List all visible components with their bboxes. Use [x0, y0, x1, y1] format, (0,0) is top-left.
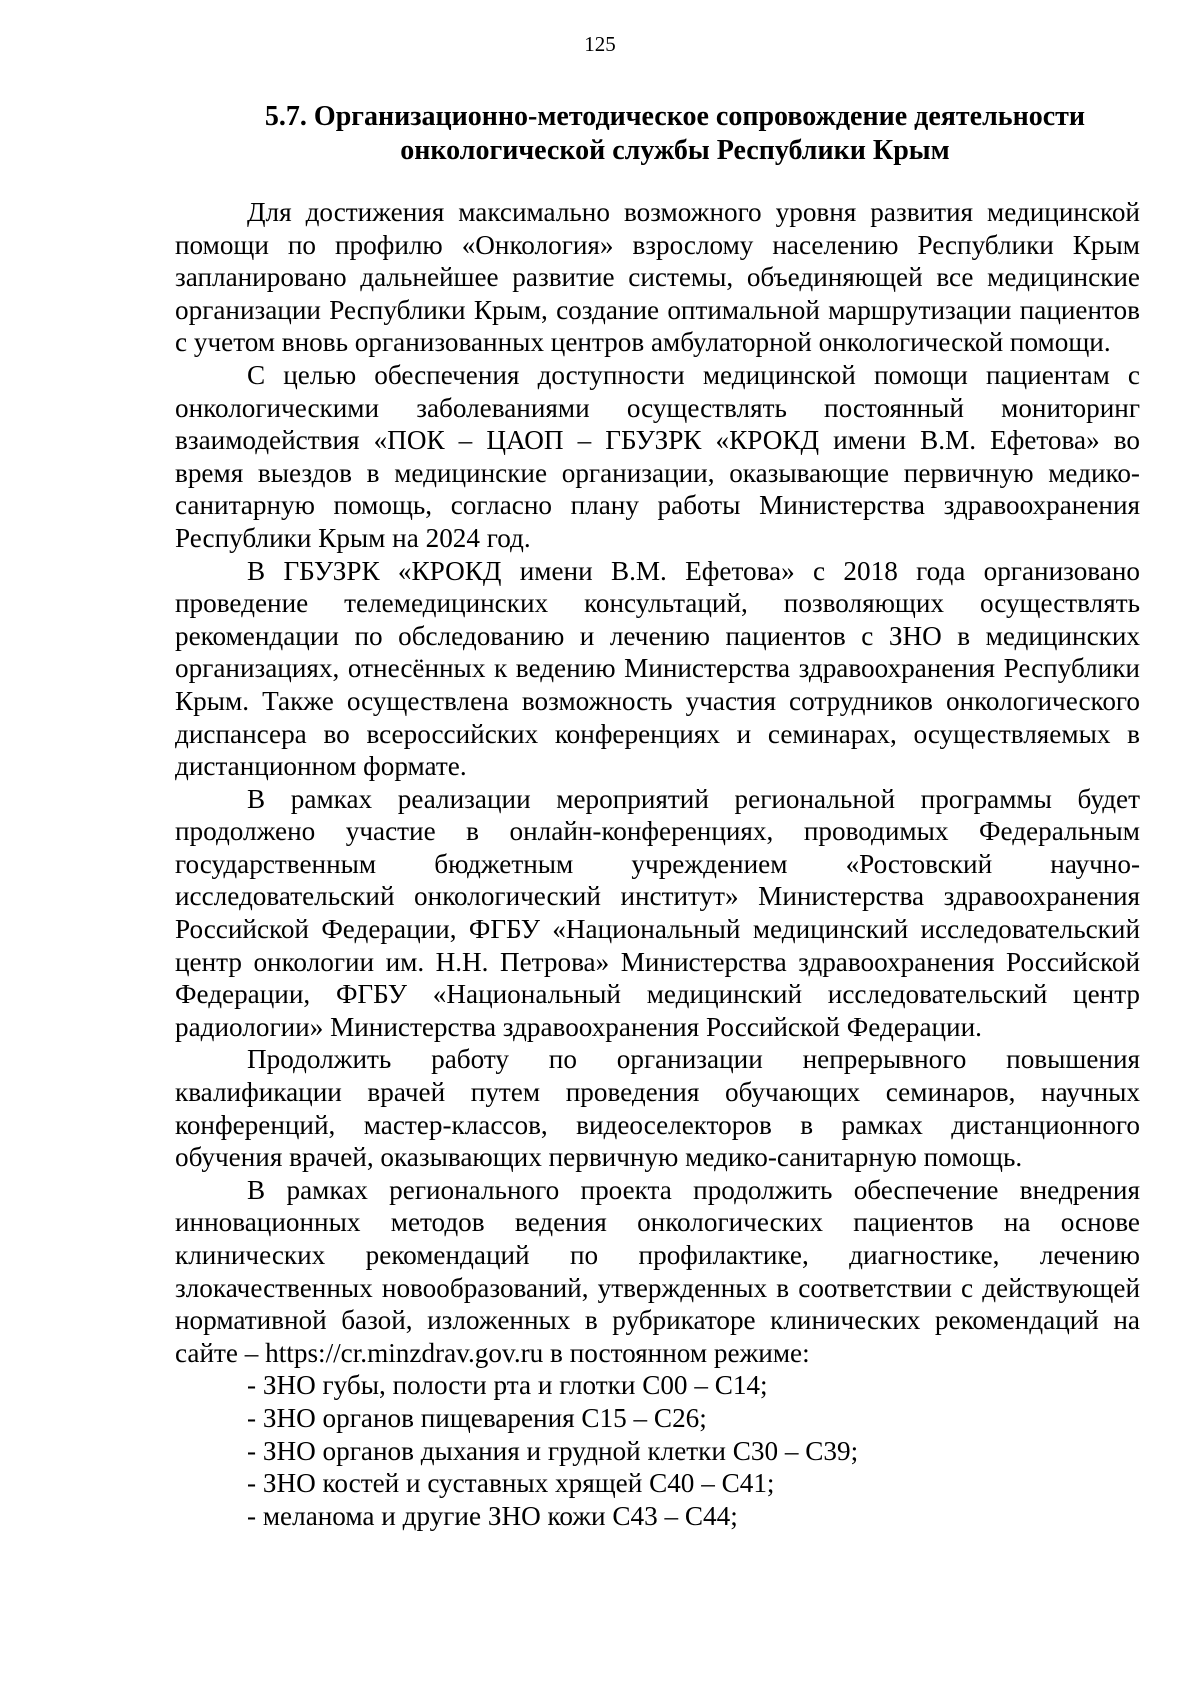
- paragraph-1: Для достижения максимально возможного уровня развития медицинской помощи по профилю «Онкология» взрослому населению Республики Крым запланировано дальнейшее развитие системы, объединяющей все медицинские организации Республики Крым, создание оптимальной маршрутизации пациентов с учетом вновь организованных центров амбулаторной онкологической помощи.: [175, 197, 1140, 358]
- page-number: 125: [584, 32, 616, 56]
- paragraph-6: В рамках регионального проекта продолжить обеспечение внедрения инновационных методов ведения онкологических пациентов на основе клинических рекомендаций по профилактике, диагностике, лечению злокачественных новообразований, утвержденных в соответствии с действующей нормативной базой, изложенных в рубрикаторе клинических рекомендаций на сайте – https://cr.minzdrav.gov.ru в постоянном режиме:: [175, 1174, 1140, 1368]
- icd-code-list: [175, 1369, 1140, 1532]
- section-heading: [175, 100, 1175, 168]
- list-item: - ЗНО губы, полости рта и глотки С00 – С14;: [247, 1370, 768, 1401]
- list-item: - ЗНО органов дыхания и грудной клетки С30 – С39;: [247, 1435, 859, 1466]
- list-item: - ЗНО органов пищеварения С15 – С26;: [247, 1402, 707, 1433]
- paragraph-2: С целью обеспечения доступности медицинской помощи пациентам с онкологическими заболеваниями осуществлять постоянный мониторинг взаимодействия «ПОК – ЦАОП – ГБУЗРК «КРОКД имени В.М. Ефетова» во время выездов в медицинские организации, оказывающие первичную медико-санитарную помощь, согласно плану работы Министерства здравоохранения Республики Крым на 2024 год.: [175, 359, 1140, 553]
- section-heading-line-1: 5.7. Организационно-методическое сопровождение деятельности: [264, 101, 1086, 132]
- paragraph-5: Продолжить работу по организации непрерывного повышения квалификации врачей путем проведения обучающих семинаров, научных конференций, мастер-классов, видеоселекторов в рамках дистанционного обучения врачей, оказывающих первичную медико-санитарную помощь.: [175, 1044, 1140, 1173]
- section-heading-line-2: онкологической службы Республики Крым: [400, 135, 950, 166]
- paragraph-4: В рамках реализации мероприятий региональной программы будет продолжено участие в онлайн-конференциях, проводимых Федеральным государственным бюджетным учреждением «Ростовский научно-исследовательский онкологический институт» Министерства здравоохранения Российской Федерации, ФГБУ «Национальный медицинский исследовательский центр онкологии им. Н.Н. Петрова» Министерства здравоохранения Российской Федерации, ФГБУ «Национальный медицинский исследовательский центр радиологии» Министерства здравоохранения Российской Федерации.: [175, 783, 1140, 1042]
- list-item: - ЗНО костей и суставных хрящей С40 – С41;: [247, 1468, 775, 1499]
- list-item: - меланома и другие ЗНО кожи С43 – С44;: [247, 1500, 738, 1531]
- document-body: [175, 196, 1140, 1532]
- paragraph-3: В ГБУЗРК «КРОКД имени В.М. Ефетова» с 2018 года организовано проведение телемедицинских консультаций, позволяющих осуществлять рекомендации по обследованию и лечению пациентов с ЗНО в медицинских организациях, отнесённых к ведению Министерства здравоохранения Республики Крым. Также осуществлена возможность участия сотрудников онкологического диспансера во всероссийских конференциях и семинарах, осуществляемых в дистанционном формате.: [175, 555, 1140, 782]
